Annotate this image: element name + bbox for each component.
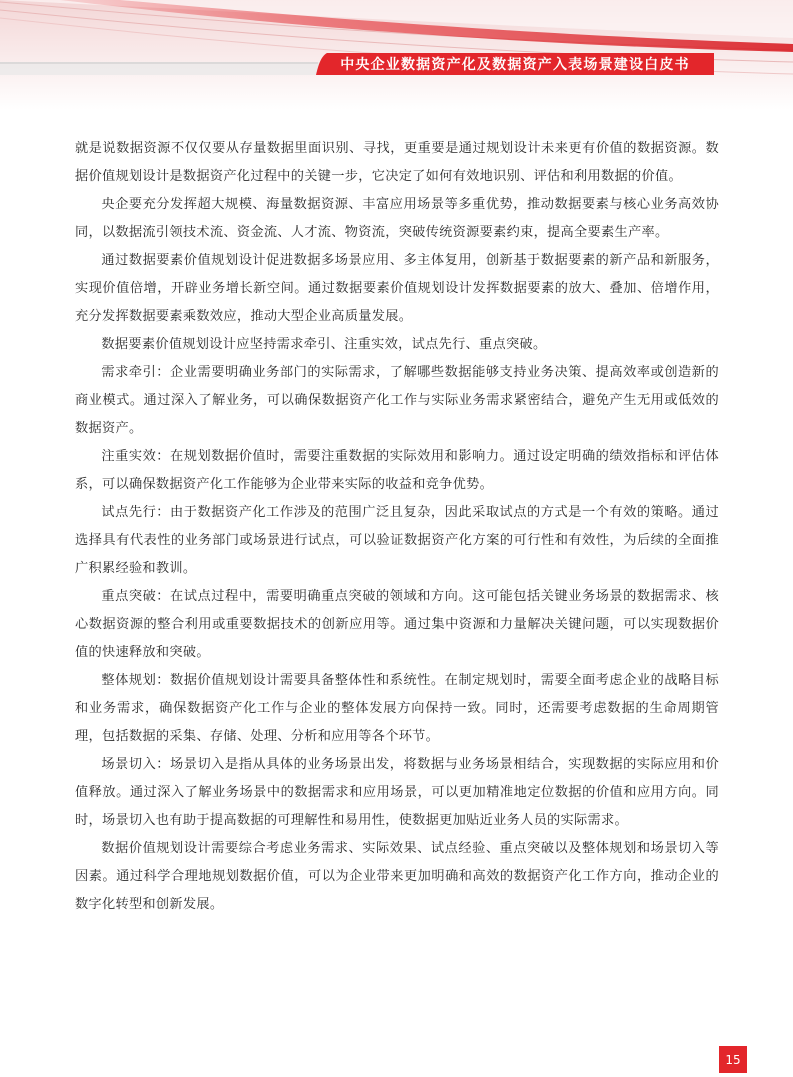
paragraph: 央企要充分发挥超大规模、海量数据资源、丰富应用场景等多重优势，推动数据要素与核心业务高效协同，以数据流引领技术流、资金流、人才流、物资流，突破传统资源要素约束，提高全要素生产率。 [75, 197, 719, 240]
paragraph: 通过数据要素价值规划设计促进数据多场景应用、多主体复用，创新基于数据要素的新产品和新服务，实现价值倍增，开辟业务增长新空间。通过数据要素价值规划设计发挥数据要素的放大、叠加、倍增作用，充分发挥数据要素乘数效应，推动大型企业高质量发展。 [75, 253, 719, 324]
header-title: 中央企业数据资产化及数据资产入表场景建设白皮书 [340, 57, 690, 73]
paragraph: 就是说数据资源不仅仅要从存量数据里面识别、寻找，更重要是通过规划设计未来更有价值的数据资源。数据价值规划设计是数据资产化过程中的关键一步，它决定了如何有效地识别、评估和利用数据的价值。 [75, 141, 719, 184]
paragraph: 需求牵引：企业需要明确业务部门的实际需求，了解哪些数据能够支持业务决策、提高效率或创造新的商业模式。通过深入了解业务，可以确保数据资产化工作与实际业务需求紧密结合，避免产生无用或低效的数据资产。 [75, 365, 719, 436]
page-number: 15 [719, 1046, 747, 1073]
paragraph: 试点先行：由于数据资产化工作涉及的范围广泛且复杂，因此采取试点的方式是一个有效的策略。通过选择具有代表性的业务部门或场景进行试点，可以验证数据资产化方案的可行性和有效性，为后续的全面推广积累经验和教训。 [75, 505, 719, 576]
paragraph: 场景切入：场景切入是指从具体的业务场景出发，将数据与业务场景相结合，实现数据的实际应用和价值释放。通过深入了解业务场景中的数据需求和应用场景，可以更加精准地定位数据的价值和应用方向。同时，场景切入也有助于提高数据的可理解性和易用性，使数据更加贴近业务人员的实际需求。 [75, 757, 719, 828]
paragraph: 数据价值规划设计需要综合考虑业务需求、实际效果、试点经验、重点突破以及整体规划和场景切入等因素。通过科学合理地规划数据价值，可以为企业带来更加明确和高效的数据资产化工作方向，推动企业的数字化转型和创新发展。 [75, 841, 719, 912]
paragraph: 重点突破：在试点过程中，需要明确重点突破的领域和方向。这可能包括关键业务场景的数据需求、核心数据资源的整合利用或重要数据技术的创新应用等。通过集中资源和力量解决关键问题，可以实现数据价值的快速释放和突破。 [75, 589, 719, 660]
paragraph: 注重实效：在规划数据价值时，需要注重数据的实际效用和影响力。通过设定明确的绩效指标和评估体系，可以确保数据资产化工作能够为企业带来实际的收益和竞争优势。 [75, 449, 719, 492]
paragraph: 数据要素价值规划设计应坚持需求牵引、注重实效，试点先行、重点突破。 [101, 337, 547, 352]
paragraph: 整体规划：数据价值规划设计需要具备整体性和系统性。在制定规划时，需要全面考虑企业的战略目标和业务需求，确保数据资产化工作与企业的整体发展方向保持一致。同时，还需要考虑数据的生命周期管理，包括数据的采集、存储、处理、分析和应用等各个环节。 [75, 673, 719, 744]
body-text [75, 135, 719, 919]
